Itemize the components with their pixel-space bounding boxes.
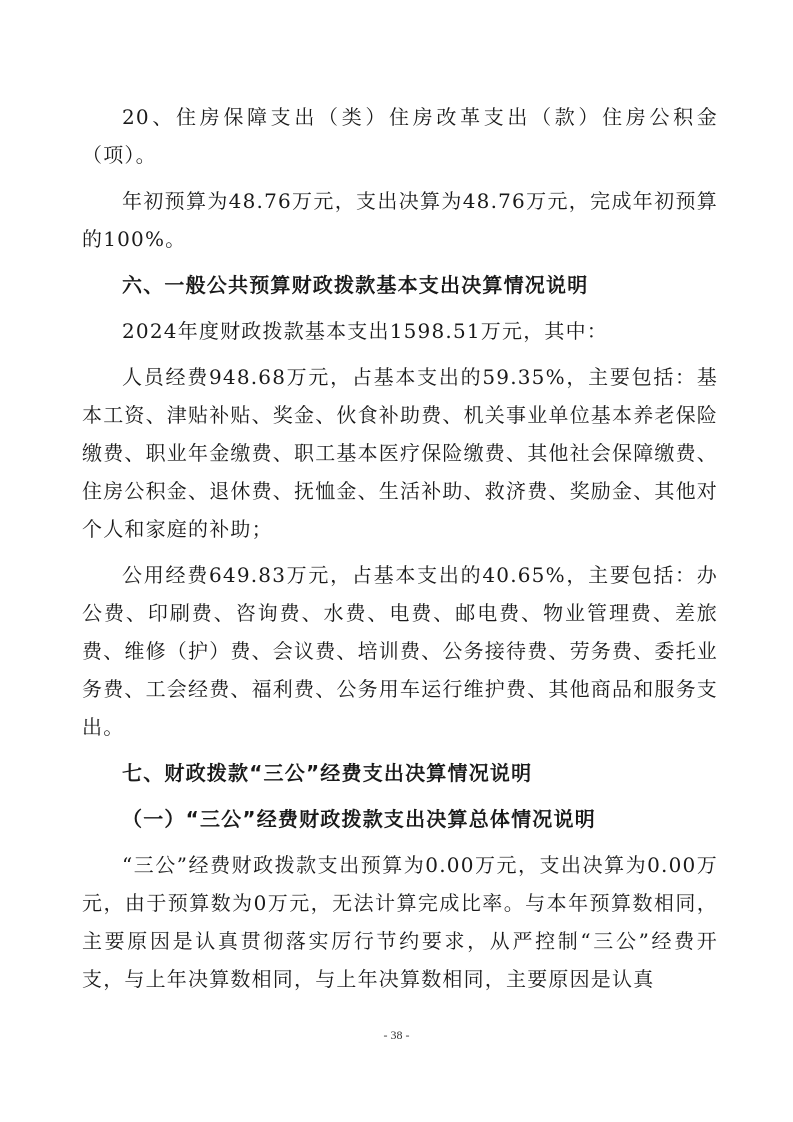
document-body bbox=[82, 98, 718, 998]
section-7-heading: 七、财政拨款“三公”经费支出决算情况说明 bbox=[122, 761, 533, 785]
page-number: - 38 - bbox=[383, 1028, 410, 1042]
section-6-heading: 六、一般公共预算财政拨款基本支出决算情况说明 bbox=[122, 273, 589, 297]
public-expenses-paragraph: 公用经费649.83万元，占基本支出的40.65%，主要包括：办公费、印刷费、咨询费、水费、电费、邮电费、物业管理费、差旅费、维修（护）费、会议费、培训费、公务接待费、劳务费、委托业务费、工会经费、福利费、公务用车运行维护费、其他商品和服务支出。 bbox=[82, 563, 718, 739]
three-public-expenses-paragraph: “三公”经费财政拨款支出预算为0.00万元，支出决算为0.00万元，由于预算数为0万元，无法计算完成比率。与本年预算数相同，主要原因是认真贯彻落实厉行节约要求，从严控制“三公”经费开支，与上年决算数相同，与上年决算数相同，主要原因是认真 bbox=[82, 853, 718, 991]
subsection-1-heading: （一）“三公”经费财政拨款支出决算总体情况说明 bbox=[122, 807, 596, 831]
basic-expenditure-summary: 2024年度财政拨款基本支出1598.51万元，其中： bbox=[122, 319, 609, 343]
item-20-body: 年初预算为48.76万元，支出决算为48.76万元，完成年初预算的100%。 bbox=[82, 189, 718, 251]
personnel-expenses-paragraph: 人员经费948.68万元，占基本支出的59.35%，主要包括：基本工资、津贴补贴、奖金、伙食补助费、机关事业单位基本养老保险缴费、职业年金缴费、职工基本医疗保险缴费、其他社会保障缴费、住房公积金、退休费、抚恤金、生活补助、救济费、奖励金、其他对个人和家庭的补助； bbox=[82, 365, 718, 541]
item-20-title: 20、住房保障支出（类）住房改革支出（款）住房公积金（项）。 bbox=[82, 105, 718, 167]
